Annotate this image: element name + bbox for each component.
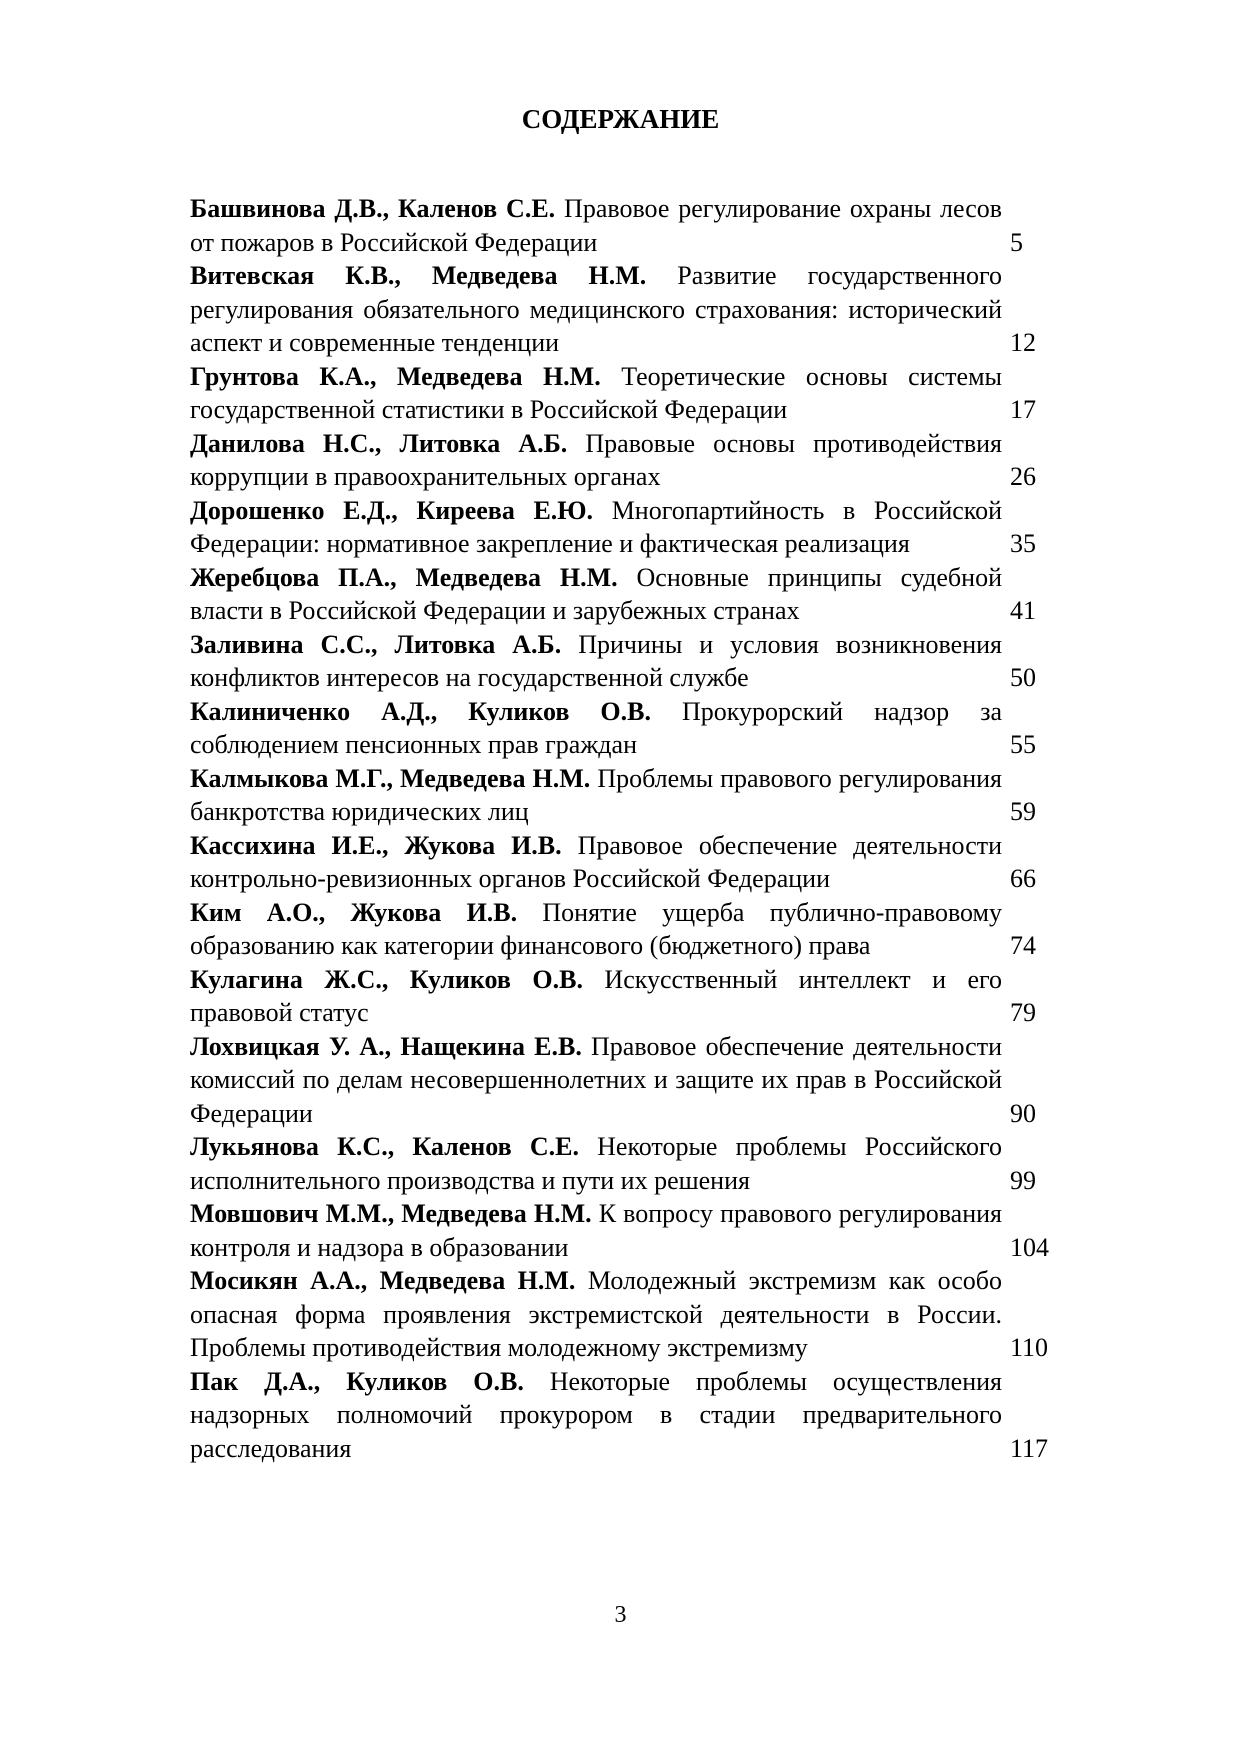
table-of-contents (190, 192, 1070, 1465)
toc-authors: Кулагина Ж.С., Куликов О.В. (190, 964, 583, 994)
toc-page-number: 17 (1010, 395, 1036, 424)
toc-page-number: 90 (1010, 1098, 1036, 1128)
toc-authors: Кассихина И.Е., Жукова И.В. (190, 830, 562, 860)
toc-entry (190, 963, 1070, 1030)
toc-page-number: 104 (1010, 1232, 1049, 1262)
toc-page-number: 59 (1010, 797, 1036, 826)
toc-title: Понятие ущерба публично-правовому образованию как категории финансового (бюджетного) права (190, 897, 1003, 960)
toc-entry (190, 494, 1070, 561)
toc-title: Молодежный экстремизм как особо опасная форма проявления экстремистской деятельности в России. Проблемы противодействия молодежному экстремизму (190, 1266, 1002, 1362)
toc-authors: Пак Д.А., Куликов О.В. (190, 1366, 524, 1396)
toc-page-number: 55 (1010, 730, 1036, 759)
toc-title: Проблемы правового регулирования банкротства юридических лиц (190, 763, 1002, 826)
toc-entry (190, 896, 1070, 963)
toc-authors: Калиниченко А.Д., Куликов О.В. (190, 696, 651, 726)
toc-entry (190, 762, 1070, 829)
toc-page-number: 50 (1010, 663, 1036, 692)
toc-authors: Калмыкова М.Г., Медведева Н.М. (190, 763, 591, 793)
toc-page-number: 66 (1010, 864, 1036, 893)
toc-page-number: 5 (1010, 227, 1023, 257)
toc-authors: Лохвицкая У. А., Нащекина Е.В. (190, 1031, 582, 1061)
toc-title: Искусственный интеллект и его правовой статус (190, 964, 1003, 1027)
toc-entry (190, 829, 1070, 896)
toc-entry (190, 695, 1070, 762)
toc-entry (190, 1365, 1070, 1466)
toc-title: Прокурорский надзор за соблюдением пенсионных прав граждан (190, 696, 1002, 759)
toc-entry (190, 427, 1070, 494)
toc-authors: Жеребцова П.А., Медведева Н.М. (190, 562, 618, 592)
toc-page-number: 26 (1010, 462, 1036, 491)
toc-title: Основные принципы судебной власти в Российской Федерации и зарубежных странах (190, 562, 1002, 625)
toc-title: Некоторые проблемы Российского исполнительного производства и пути их решения (190, 1132, 1002, 1195)
toc-authors: Заливина С.С., Литовка А.Б. (190, 629, 562, 659)
toc-entry (190, 1197, 1070, 1264)
toc-page-number: 12 (1010, 328, 1036, 357)
toc-authors: Лукьянова К.С., Каленов С.Е. (190, 1132, 579, 1161)
toc-title: Теоретические основы системы государственной статистики в Российской Федерации (190, 361, 1003, 424)
toc-entry (190, 1130, 1070, 1197)
toc-title: Правовое регулирование охраны лесов от пожаров в Российской Федерации (190, 194, 1003, 257)
toc-authors: Данилова Н.С., Литовка А.Б. (190, 428, 568, 458)
toc-title: Правовые основы противодействия коррупции в правоохранительных органах (190, 428, 1003, 491)
toc-authors: Башвинова Д.В., Каленов С.Е. (190, 194, 556, 223)
toc-entry (190, 259, 1070, 360)
toc-authors: Грунтова К.А., Медведева Н.М. (190, 361, 601, 391)
toc-page-number: 79 (1010, 998, 1036, 1027)
toc-page-number: 41 (1010, 596, 1036, 625)
toc-entry (190, 1264, 1070, 1365)
toc-title: Развитие государственного регулирования обязательного медицинского страхования: исторический аспект и современные тенденции (190, 261, 1002, 357)
toc-page-number: 117 (1010, 1433, 1049, 1463)
toc-title: Правовое обеспечение деятельности контрольно-ревизионных органов Российской Федерации (190, 830, 1003, 893)
toc-title: К вопросу правового регулирования контроля и надзора в образовании (190, 1199, 1003, 1262)
toc-authors: Мосикян А.А., Медведева Н.М. (190, 1266, 576, 1295)
toc-page-number: 74 (1010, 931, 1036, 960)
toc-title: Некоторые проблемы осуществления надзорных полномочий прокурором в стадии предварительного расследования (190, 1366, 1003, 1463)
toc-title: Многопартийность в Российской Федерации: нормативное закрепление и фактическая реализация (190, 495, 1002, 558)
toc-page-number: 99 (1010, 1165, 1036, 1195)
toc-page-number: 110 (1010, 1333, 1049, 1362)
toc-page-number: 35 (1010, 529, 1036, 558)
toc-title: Причины и условия возникновения конфликтов интересов на государственной службе (190, 629, 1003, 692)
toc-entry (190, 360, 1070, 427)
toc-authors: Витевская К.В., Медведева Н.М. (190, 261, 647, 290)
page-number: 3 (614, 1602, 627, 1628)
toc-title: Правовое обеспечение деятельности комиссий по делам несовершеннолетних и защите их прав в Российской Федерации (190, 1031, 1002, 1128)
toc-authors: Мовшович М.М., Медведева Н.М. (190, 1199, 592, 1228)
page-title: СОДЕРЖАНИЕ (521, 104, 720, 134)
toc-authors: Дорошенко Е.Д., Киреева Е.Ю. (190, 495, 594, 525)
toc-entry (190, 561, 1070, 628)
toc-authors: Ким А.О., Жукова И.В. (190, 897, 518, 927)
toc-entry (190, 1030, 1070, 1131)
toc-entry (190, 628, 1070, 695)
toc-entry (190, 192, 1070, 259)
